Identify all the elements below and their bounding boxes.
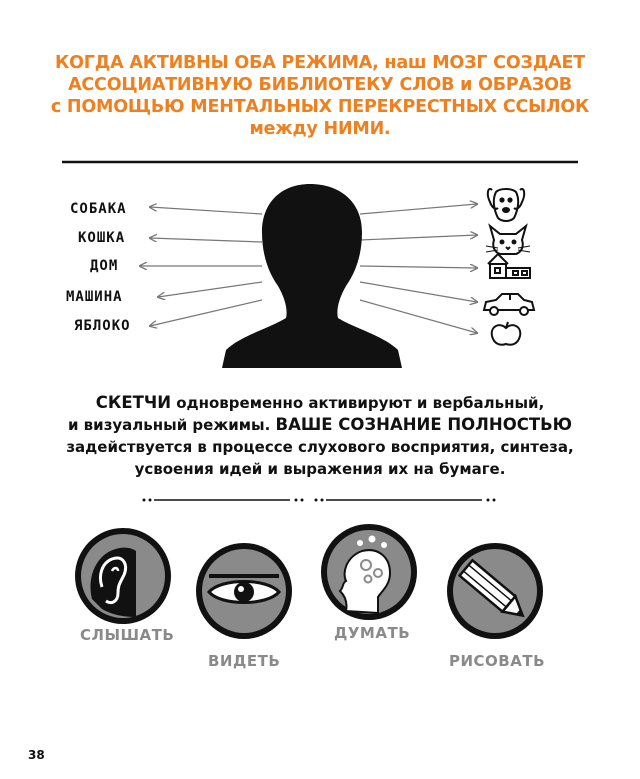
head-silhouette [222, 184, 402, 368]
heading-line-4: между НИМИ. [249, 119, 391, 139]
word-koshka: КОШКА [78, 230, 126, 246]
word-mashina: МАШИНА [66, 289, 123, 305]
arrow-left-1 [150, 207, 262, 214]
heading-line-1: КОГДА АКТИВНЫ ОБА РЕЖИМА, наш МОЗГ СОЗДАЕТ [55, 53, 585, 73]
eye-icon [193, 540, 295, 642]
house-icon [488, 254, 530, 278]
apple-icon [492, 322, 521, 345]
body-l2-start: и визуальный режимы. [67, 416, 276, 434]
body-l1-emph: СКЕТЧИ [95, 393, 171, 412]
heading [40, 52, 600, 140]
label-think: ДУМАТЬ [334, 624, 411, 642]
dotted-separator [140, 495, 510, 505]
body-l1-rest: одновременно активируют и вербальный, [171, 394, 545, 412]
label-see: ВИДЕТЬ [208, 652, 281, 670]
label-hear: СЛЫШАТЬ [80, 626, 175, 644]
heading-line-3: с ПОМОЩЬЮ МЕНТАЛЬНЫХ ПЕРЕКРЕСТНЫХ ССЫЛОК [50, 97, 590, 117]
body-l4: усвоения идей и выражения их на бумаге. [134, 460, 506, 478]
pencil-icon [444, 540, 546, 642]
left-arrows [140, 207, 262, 326]
arrow-left-4 [158, 282, 262, 297]
arrow-right-2 [360, 235, 477, 240]
brain-gears-icon [318, 521, 420, 623]
word-yabloko: ЯБЛОКО [74, 318, 131, 334]
body-l2-emph: ВАШЕ СОЗНАНИЕ ПОЛНОСТЬЮ [275, 415, 573, 434]
page-number: 38 [28, 748, 45, 762]
body-paragraph [30, 392, 610, 480]
association-diagram [0, 150, 640, 380]
word-dom: ДОМ [90, 258, 119, 274]
arrow-right-1 [360, 204, 477, 214]
ear-icon [72, 525, 174, 627]
arrow-right-4 [360, 282, 477, 302]
car-icon [484, 294, 534, 315]
arrow-left-2 [150, 238, 262, 242]
label-draw: РИСОВАТЬ [449, 652, 546, 670]
body-l3: задействуется в процессе слухового восприятия, синтеза, [66, 438, 574, 456]
arrow-right-3 [360, 266, 477, 268]
right-arrows [360, 204, 477, 333]
arrow-left-5 [150, 300, 262, 326]
cat-icon [486, 226, 530, 254]
heading-line-2: АССОЦИАТИВНУЮ БИБЛИОТЕКУ СЛОВ и ОБРАЗОВ [68, 75, 572, 95]
word-sobaka: СОБАКА [70, 201, 127, 217]
dog-icon [488, 189, 524, 221]
arrow-right-5 [360, 300, 477, 333]
